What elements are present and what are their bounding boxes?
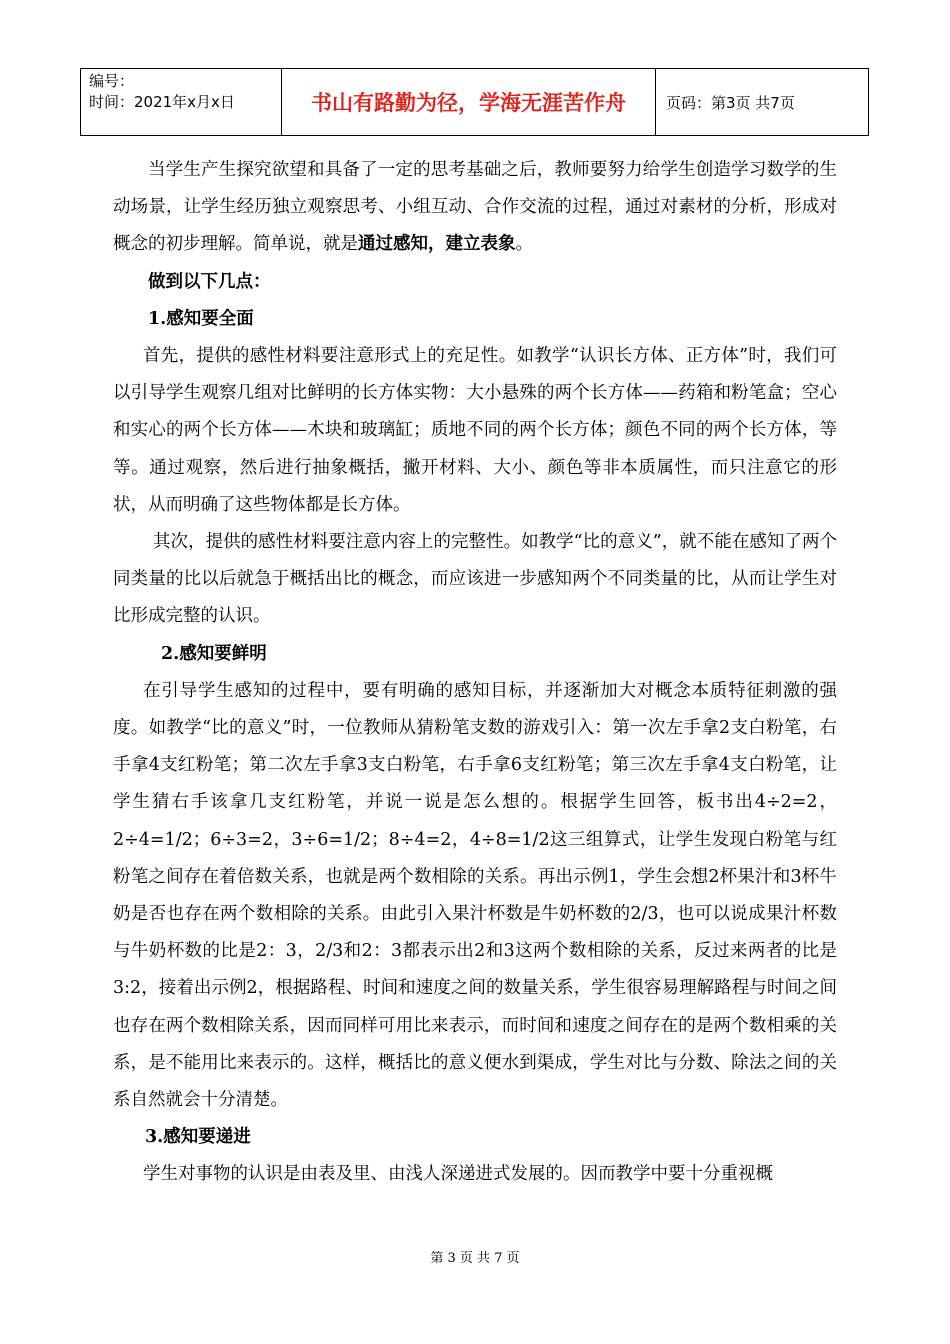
document-body xyxy=(113,152,837,1194)
section-3-heading: 3.感知要递进 xyxy=(145,1127,251,1148)
section-1-heading: 1.感知要全面 xyxy=(148,308,254,329)
page-footer: 第 3 页 共 7 页 xyxy=(430,1251,520,1266)
section-1-paragraph-2: 其次，提供的感性材料要注意内容上的完整性。如教学“比的意义”，就不能在感知了两个同类量的比以后就急于概括出比的概念，而应该进一步感知两个不同类量的比，从而让学生对比形成完整的认识。 xyxy=(113,532,837,627)
section-2-paragraph-1: 在引导学生感知的过程中，要有明确的感知目标，并逐渐加大对概念本质特征刺激的强度。如教学“比的意义”时，一位教师从猜粉笔支数的游戏引入：第一次左手拿2支白粉笔，右手拿4支红粉笔；第二次左手拿3支白粉笔，右手拿6支红粉笔；第三次左手拿4支白粉笔，让学生猜右手该拿几支红粉笔，并说一说是怎么想的。根据学生回答，板书出4÷2=2，2÷4=1/2；6÷3=2，3÷6=1/2；8÷4=2，4÷8=1/2这三组算式，让学生发现白粉笔与红粉笔之间存在着倍数关系，也就是两个数相除的关系。再出示例1，学生会想2杯果汁和3杯牛奶是否也存在两个数相除的关系。由此引入果汁杯数是牛奶杯数的2/3，也可以说成果汁杯数与牛奶杯数的比是2：3，2/3和2：3都表示出2和3这两个数相除的关系，反过来两者的比是3:2，接着出示例2，根据路程、时间和速度之间的数量关系，学生很容易理解路程与时间之间也存在两个数相除关系，因而同样可用比来表示，而时间和速度之间存在的是两个数相乘的关系，是不能用比来表示的。这样，概括比的意义便水到渠成，学生对比与分数、除法之间的关系自然就会十分清楚。 xyxy=(113,680,837,1111)
section-2-heading: 2.感知要鲜明 xyxy=(161,643,267,664)
header-meta-cell xyxy=(81,69,282,135)
header-motto: 书山有路勤为径，学海无涯苦作舟 xyxy=(282,69,656,135)
intro-end: 。 xyxy=(515,234,533,255)
points-heading: 做到以下几点： xyxy=(148,271,271,292)
header-page-info: 页码：第3页 共7页 xyxy=(666,93,795,112)
serial-label: 编号： xyxy=(89,72,135,90)
time-label: 时间：2021年x月x日 xyxy=(89,93,235,111)
section-1-paragraph-1: 首先，提供的感性材料要注意形式上的充足性。如教学“认识长方体、正方体”时，我们可以引导学生观察几组对比鲜明的长方体实物：大小悬殊的两个长方体——药箱和粉笔盒；空心和实心的两个长方体——木块和玻璃缸；质地不同的两个长方体；颜色不同的两个长方体，等等。通过观察，然后进行抽象概括，撇开材料、大小、颜色等非本质属性，而只注意它的形状，从而明确了这些物体都是长方体。 xyxy=(113,346,837,515)
intro-text: 当学生产生探究欲望和具备了一定的思考基础之后，教师要努力给学生创造学习数学的生动场景，让学生经历独立观察思考、小组互动、合作交流的过程，通过对素材的分析，形成对概念的初步理解。简单说，就是 xyxy=(113,160,837,255)
header-table xyxy=(80,68,869,136)
intro-paragraph xyxy=(113,152,837,264)
section-3-paragraph-1: 学生对事物的认识是由表及里、由浅人深递进式发展的。因而教学中要十分重视概 xyxy=(143,1164,773,1185)
intro-emphasis: 通过感知，建立表象 xyxy=(358,234,516,255)
